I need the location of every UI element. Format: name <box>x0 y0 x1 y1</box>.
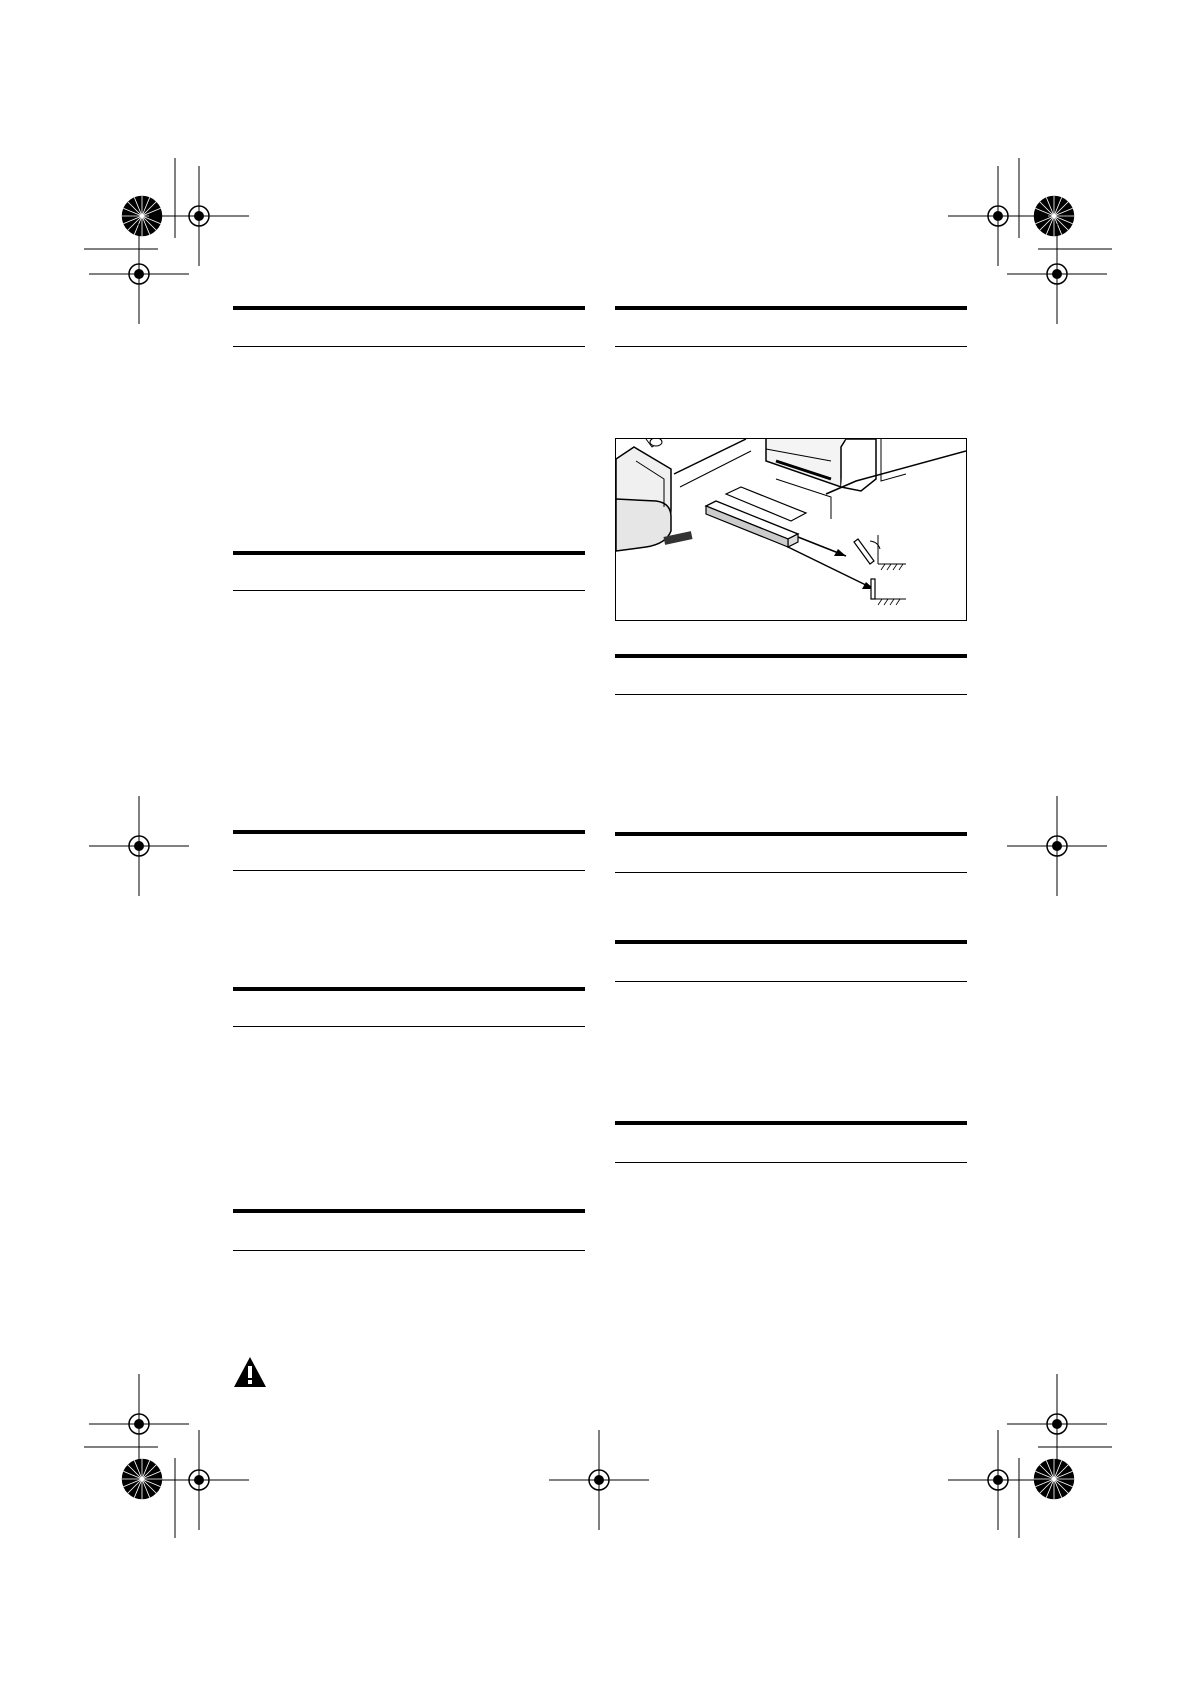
section-divider <box>615 981 967 982</box>
section-divider <box>615 1162 967 1163</box>
section-heading-rule <box>615 306 967 310</box>
figure-drawing <box>616 439 966 620</box>
radial-starburst-icon <box>1034 1459 1074 1499</box>
section-divider <box>233 1250 585 1251</box>
crosshair-target-icon <box>149 1430 249 1530</box>
section-heading-rule <box>615 1121 967 1125</box>
section-heading-rule <box>233 306 585 310</box>
section-divider <box>615 872 967 873</box>
crosshair-target-icon <box>948 166 1048 266</box>
section-divider <box>233 346 585 347</box>
section-heading-rule <box>615 940 967 944</box>
crosshair-target-icon <box>1007 224 1107 324</box>
crosshair-target-icon <box>948 1430 1048 1530</box>
crosshair-target-icon <box>149 166 249 266</box>
crosshair-target-icon <box>89 796 189 896</box>
section-heading-rule <box>233 830 585 834</box>
section-divider <box>233 590 585 591</box>
section-heading-rule <box>615 832 967 836</box>
crosshair-target-icon <box>89 224 189 324</box>
section-heading-rule <box>615 654 967 658</box>
section-divider <box>615 346 967 347</box>
warning-triangle-icon <box>233 1355 267 1389</box>
crosshair-target-icon <box>1007 796 1107 896</box>
section-divider <box>233 870 585 871</box>
section-divider <box>233 1026 585 1027</box>
crosshair-target-icon <box>549 1430 649 1530</box>
section-divider <box>615 694 967 695</box>
section-heading-rule <box>233 551 585 555</box>
section-heading-rule <box>233 1209 585 1213</box>
section-heading-rule <box>233 987 585 991</box>
planer-base-bevel-guide-illustration <box>615 438 967 621</box>
radial-starburst-icon <box>122 1459 162 1499</box>
